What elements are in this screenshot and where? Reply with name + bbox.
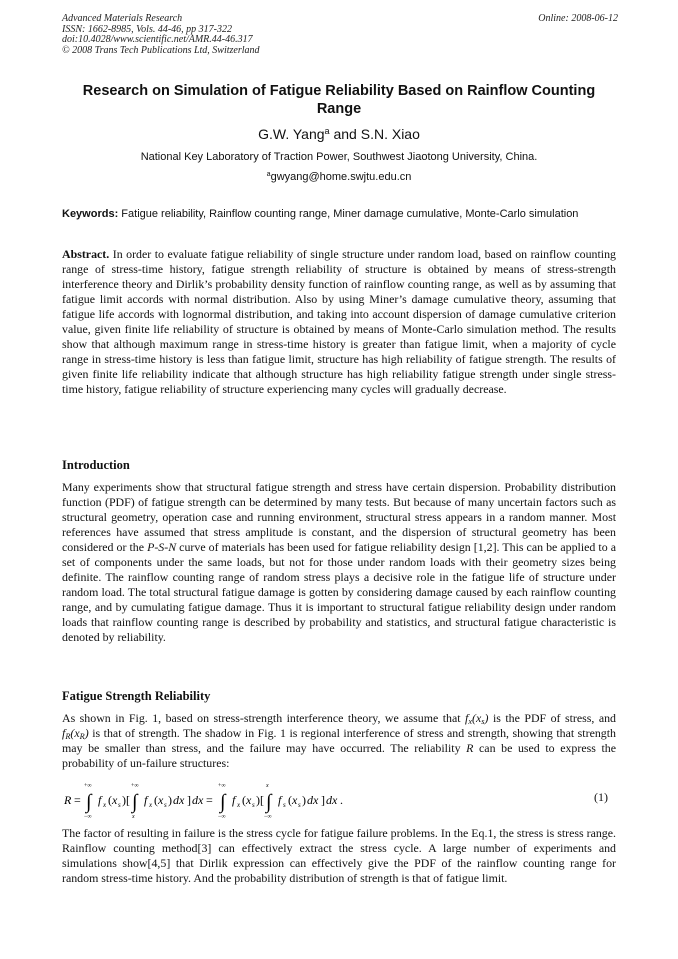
email-sup: a (266, 170, 271, 179)
fsr-text-a: As shown in Fig. 1, based on stress-strength interference theory, we assume that (62, 711, 465, 725)
eq-equals-2: = (206, 793, 213, 807)
eq-rp-4: ) (302, 793, 306, 807)
eq-rbr-1: ] (187, 793, 191, 807)
eq-dx-2: dx (192, 793, 204, 807)
abstract (62, 247, 616, 397)
copyright-line: © 2008 Trans Tech Publications Ltd, Switzerland (62, 44, 260, 56)
eq-int-4-upper: x (266, 783, 269, 789)
fatigue-strength-para2: The factor of resulting in failure is the stress cycle for fatigue failure problems. In the Eq.1, the stress is stress range. Rainflow counting method[3] can effectively extract the stress cycle. A large number of experiments and simulations show[4,5] that Dirlik expression can effectively give the PDF of the rainflow counting range for random stress-time history. And the probability distribution of strength is that of fatigue limit. (62, 826, 616, 886)
eq-rbr-2: ] (321, 793, 325, 807)
f-symbol: f (465, 711, 469, 725)
journal-header (62, 14, 618, 56)
eq-f-4: f (278, 793, 282, 807)
eq-f2-sub: x (149, 801, 153, 809)
affiliation: National Key Laboratory of Traction Power, Southwest Jiaotong University, China. (140, 151, 538, 163)
eq-f4-sub: s (283, 801, 286, 809)
author-1: G.W. Yang (258, 126, 325, 142)
eq-f-3: f (232, 793, 236, 807)
introduction-text (62, 480, 616, 646)
eq-f-1: f (98, 793, 102, 807)
eq-x-2: x (158, 793, 164, 807)
introduction-heading: Introduction (62, 458, 130, 472)
keywords-label: Keywords: (62, 208, 119, 220)
email-line (62, 171, 616, 183)
eq-int-3-lower: −∞ (218, 814, 226, 820)
eq-dx-3: dx (307, 793, 319, 807)
abstract-label: Abstract. (62, 247, 110, 261)
eq-int-1-lower: −∞ (84, 814, 92, 820)
intro-text-a: Many experiments show that structural fatigue strength and stress have certain dispersion. Probability distribution function (PDF) of fatigue strength can be determined by many tests. But because of many uncertain factors such as structural geometry, operation case and running environment, structural stress appears in a random manner. Most references have assumed that stress amplitude is constant, and the dispersion of structural geometry has been considered or the (62, 480, 616, 555)
author-1-sup: a (324, 126, 330, 136)
eq-f3-sub: x (237, 801, 241, 809)
fR-symbol: $f_R(x_R)$ (62, 726, 89, 742)
doi-line: doi:10.4028/www.scientific.net/AMR.44-46.317 (62, 34, 253, 46)
keywords (62, 207, 616, 222)
eq-int-4-lower: −∞ (264, 814, 272, 820)
eq-f-2: f (144, 793, 148, 807)
eq-period: . (340, 793, 343, 807)
eq-rb-3: )[ (256, 793, 264, 807)
fs-symbol (465, 711, 472, 725)
R-sub-2: R (79, 732, 85, 742)
eq-x2-sub: s (164, 801, 167, 809)
eq-x-1: x (112, 793, 118, 807)
R-sub: R (65, 732, 71, 742)
eq-int-1-upper: +∞ (84, 783, 92, 789)
eq-equals: = (74, 793, 81, 807)
eq-lp-1: ( (108, 793, 112, 807)
eq-R: R (64, 793, 72, 807)
equation-1 (62, 780, 616, 820)
psn-term: P-S-N (147, 540, 177, 555)
fsr-text-d: can be used to express the probability of un-failure structures: (62, 741, 616, 771)
author-and: and (329, 126, 361, 142)
eq-dx-1: dx (173, 793, 185, 807)
eq-x1-sub: s (118, 801, 121, 809)
paper-title: Research on Simulation of Fatigue Reliability Based on Rainflow Counting Range (82, 83, 596, 117)
eq-lp-2: ( (154, 793, 158, 807)
x-sub: x (468, 717, 473, 727)
intro-text-b: curve of materials has been used for fatigue reliability design [1,2]. This can be applied to a set of components under the same loads, but not for those under random loads with their geometry sizes being definite. The rainflow counting range of random stress plays a decisive role in the fatigue life of structure under random load. The total structural fatigue damage is gotten by considering damage caused by each rainflow counting range, and by cumulating fatigue damage. Thus it is important to structural fatigue reliability design under random loads that rainflow counting range is described by probability and statistics, and structural fatigue characteristic is denoted by reliability. (62, 540, 616, 645)
email-address: gwyang@home.swjtu.edu.cn (270, 171, 412, 183)
f-symbol-2: f (62, 726, 66, 741)
online-date: Online: 2008-06-12 (538, 13, 618, 24)
x-symbol-2: x (74, 726, 80, 741)
fsr-text-c: is that of strength. The shadow in Fig. 1 is regional interference of stress and strength, showing that strength may be smaller than stress, and the failure may have occurred. The reliability (62, 726, 616, 756)
journal-name: Advanced Materials Research (62, 13, 183, 24)
eq-f1-sub: x (103, 801, 107, 809)
fsr-text-b: is the PDF of stress, and (488, 711, 617, 725)
eq-x-3: x (246, 793, 252, 807)
eq-x3-sub: s (252, 801, 255, 809)
fatigue-strength-para1 (62, 711, 616, 771)
fs-arg: $(x_s)$ (472, 711, 489, 727)
fatigue-strength-heading: Fatigue Strength Reliability (62, 689, 211, 703)
eq-lp-4: ( (288, 793, 292, 807)
eq-dx-4: dx (326, 793, 338, 807)
eq-int-3: ∫ (220, 791, 226, 813)
eq-int-3-upper: +∞ (218, 783, 226, 789)
eq-x-4: x (292, 793, 298, 807)
eq-int-1: ∫ (86, 791, 92, 813)
s-sub: s (481, 717, 485, 727)
author-line (62, 126, 616, 142)
abstract-text: In order to evaluate fatigue reliability of single structure under random load, based on rainflow counting range of stress-time history, fatigue strength reliability of structure is obtained by means of stress-strength interference theory and Dirlik’s probability density function of rainflow counting range, as well as by assuming that fatigue limit accords with normal distribution. Also by using Miner’s damage cumulative theory, assuming that fatigue life accords with lognormal distribution, and taking into account dispersion of damage cumulative criterion value, given finite life reliability of structure is obtained by means of Monte-Carlo simulation method. The results show that although maximum range in stress-time history is greater than fatigue limit, when a majority of cycle range in stress-time history is less than fatigue limit, structure has high reliability of fatigue strength. The results of given finite life reliability indicate that although structure has high reliability fatigue strength under single stress-time history, fatigue reliability of structure experiencing many cycles will gradually decrease. (62, 247, 616, 397)
eq-lp-3: ( (242, 793, 246, 807)
eq-int-2-upper: +∞ (131, 783, 139, 789)
eq-rp-2: ) (168, 793, 172, 807)
equation-number: (1) (594, 790, 608, 804)
author-2: S.N. Xiao (360, 126, 420, 142)
issn-line: ISSN: 1662-8985, Vols. 44-46, pp 317-322 (62, 23, 232, 35)
eq-int-4: ∫ (266, 791, 272, 813)
eq-int-2-lower: x (132, 814, 135, 820)
eq-x4-sub: s (298, 801, 301, 809)
R-symbol: R (466, 741, 474, 756)
eq-rb-1: )[ (122, 793, 130, 807)
equation-1-formula (62, 780, 582, 820)
eq-int-2: ∫ (132, 791, 138, 813)
x-symbol: x (475, 711, 482, 725)
keywords-text: Fatigue reliability, Rainflow counting range, Miner damage cumulative, Monte-Carlo simulation (118, 208, 579, 220)
